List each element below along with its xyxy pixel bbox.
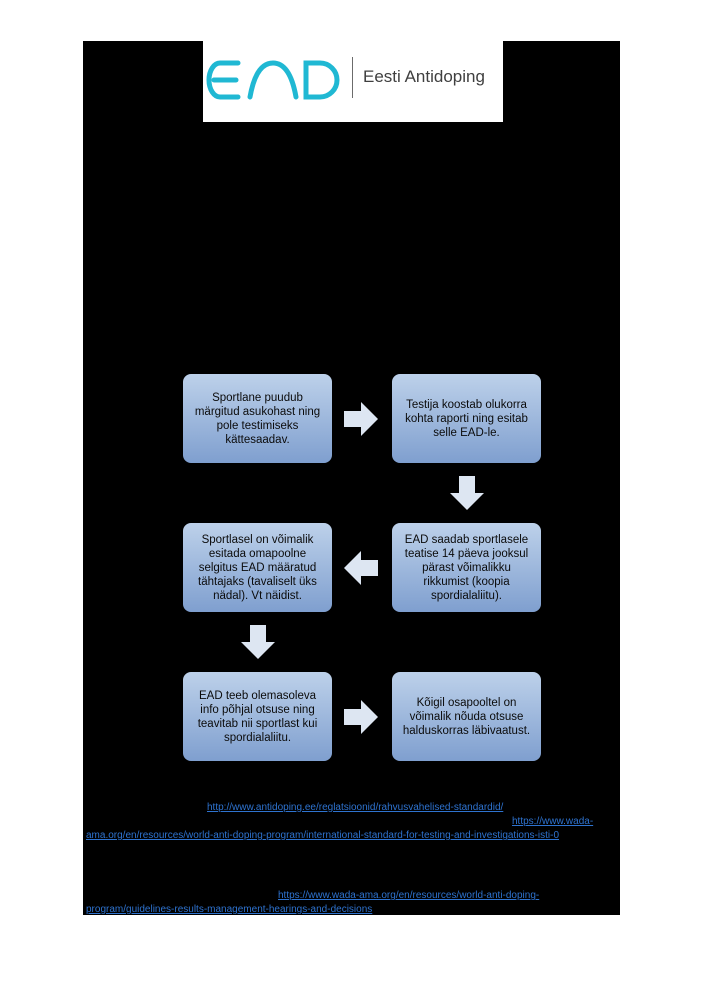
logo xyxy=(203,41,503,122)
wada-results-link-line2[interactable]: program/guidelines-results-management-hearings-and-decisions xyxy=(86,904,373,915)
arrow-left-icon xyxy=(344,551,378,585)
flow-step-3: EAD saadab sportlasele teatise 14 päeva jooksul pärast võimalikku rikkumist (koopia spordialaliitu). xyxy=(392,523,541,612)
page-background-panel xyxy=(83,41,620,915)
arrow-down-icon xyxy=(450,476,484,510)
wada-isti-link-line2[interactable]: ama.org/en/resources/world-anti-doping-program/international-standard-for-testing-and-investigations-isti-0 xyxy=(86,830,560,841)
flow-step-4: Sportlasel on võimalik esitada omapoolne selgitus EAD määratud tähtajaks (tavaliselt üks nädal). Vt näidist. xyxy=(183,523,332,612)
arrow-down-icon xyxy=(241,625,275,659)
flow-step-2: Testija koostab olukorra kohta raporti ning esitab selle EAD-le. xyxy=(392,374,541,463)
wada-results-link-line1[interactable]: https://www.wada-ama.org/en/resources/world-anti-doping- xyxy=(278,890,540,901)
wada-isti-link-line1[interactable]: https://www.wada- xyxy=(512,816,594,827)
arrow-right-icon xyxy=(344,700,378,734)
arrow-right-icon xyxy=(344,402,378,436)
ead-logo-mark xyxy=(206,59,340,101)
flow-step-6: Kõigil osapooltel on võimalik nõuda otsuse halduskorras läbivaatust. xyxy=(392,672,541,761)
flow-step-1: Sportlane puudub märgitud asukohast ning pole testimiseks kättesaadav. xyxy=(183,374,332,463)
antidoping-standards-link[interactable]: http://www.antidoping.ee/reglatsioonid/rahvusvahelised-standardid/ xyxy=(207,802,504,813)
brand-name: Eesti Antidoping xyxy=(363,67,485,86)
logo-divider xyxy=(352,57,353,98)
flow-step-5: EAD teeb olemasoleva info põhjal otsuse ning teavitab nii sportlast kui spordialaliitu. xyxy=(183,672,332,761)
